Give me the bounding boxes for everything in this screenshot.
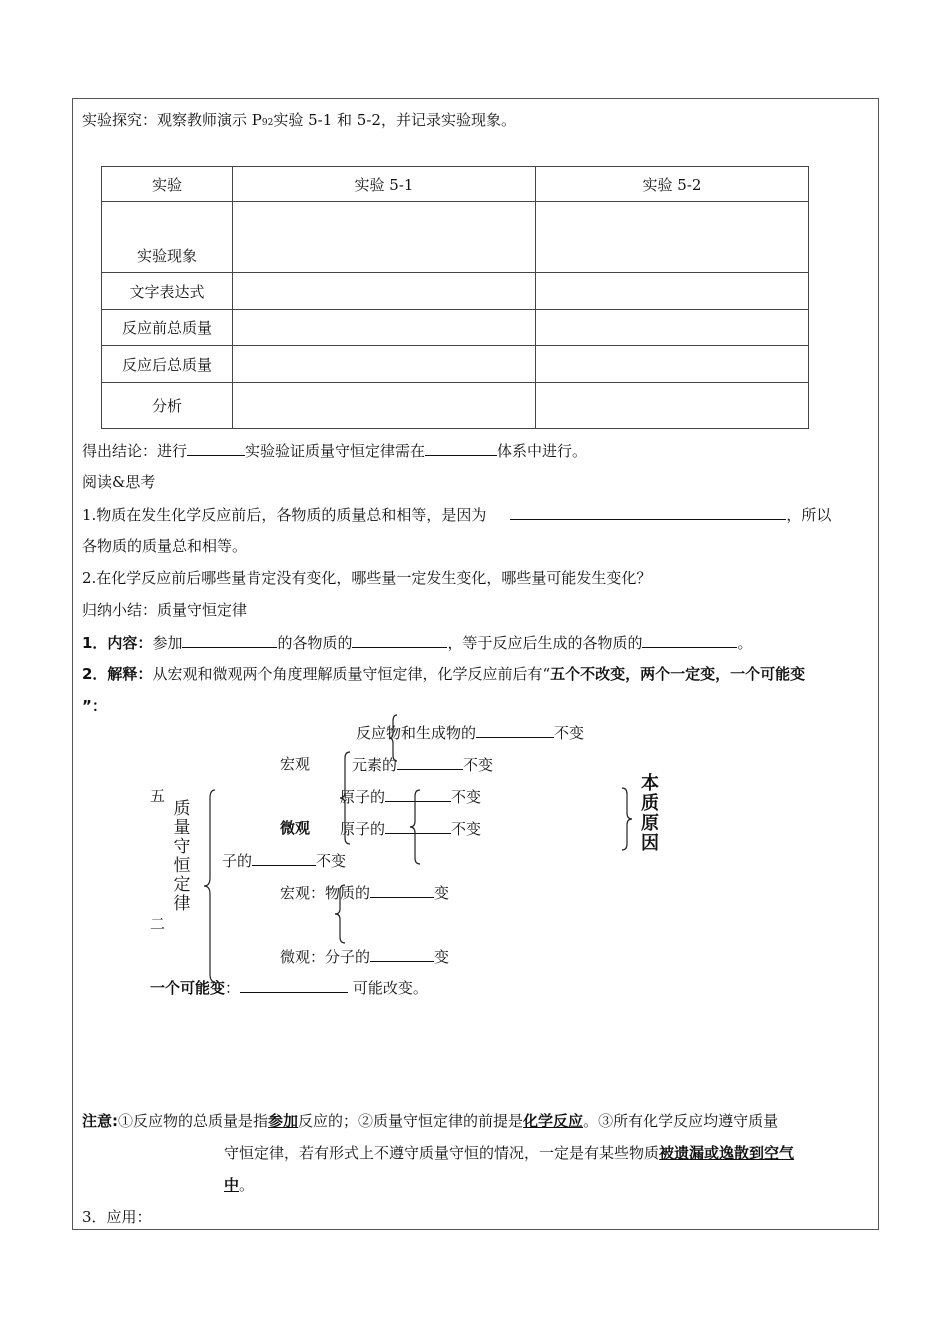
diagram-law-label: 质量守恒定律 [173, 799, 191, 914]
diagram-item: 原子的 不变 [340, 820, 482, 838]
table-header: 实验 5-1 [233, 167, 536, 202]
question-1: 1.物质在发生化学反应前后，各物质的质量总和相等，是因为 ，所以 [82, 506, 832, 524]
explain-line: 2．解释：从宏观和微观两个角度理解质量守恒定律，化学反应前后有“五个不改变，两个一定变，一个可能变 [82, 665, 806, 683]
row-label: 反应前总质量 [102, 310, 233, 346]
question-1-cont: 各物质的质量总和相等。 [82, 537, 248, 555]
diagram-item: 宏观：物质的 变 [280, 884, 450, 902]
note-line-2: 守恒定律，若有形式上不遵守质量守恒的情况，一定是有某些物质被遗漏或逸散到空气 [224, 1144, 795, 1162]
table-header: 实验 5-2 [536, 167, 809, 202]
diagram-macro: 宏观 [280, 755, 311, 773]
diagram-item: 子的 不变 [222, 852, 347, 870]
diagram-item: 元素的 不变 [352, 756, 494, 774]
row-label: 反应后总质量 [102, 346, 233, 383]
conclusion: 得出结论：进行 实验验证质量守恒定律需在 体系中进行。 [82, 442, 588, 460]
diagram-item: 原子的 不变 [340, 788, 482, 806]
diagram-one: 一个可能变： 可能改变。 [150, 979, 428, 997]
row-label: 文字表达式 [102, 273, 233, 310]
row-label: 实验现象 [102, 202, 233, 273]
diagram-two: 二 [150, 915, 166, 933]
diagram-item: 反应物和生成物的 不变 [356, 724, 585, 742]
diagram-micro: 微观 [280, 819, 311, 837]
intro-text: 实验探究：观察教师演示 P92实验 5-1 和 5-2，并记录实验现象。 [82, 111, 516, 129]
row-label: 分析 [102, 383, 233, 429]
summary-title: 归纳小结：质量守恒定律 [82, 601, 248, 619]
read-title: 阅读&思考 [82, 473, 156, 491]
content-line: 1．内容：参加 的各物质的 ，等于反应后生成的各物质的 。 [82, 634, 753, 652]
apply-heading: 3．应用： [82, 1208, 152, 1226]
diagram-five: 五 [150, 787, 166, 805]
diagram-item: 微观：分子的 变 [280, 948, 450, 966]
note-line-3: 中。 [224, 1176, 255, 1194]
question-2: 2.在化学反应前后哪些量肯定没有变化，哪些量一定发生变化，哪些量可能发生变化？ [82, 569, 652, 587]
note-line-1: 注意:①反应物的总质量是指参加反应的；②质量守恒定律的前提是化学反应。③所有化学反应均遵守质量 [82, 1112, 779, 1130]
table-header: 实验 [102, 167, 233, 202]
diagram-essence-label: 本质原因 [641, 773, 659, 854]
explain-end: ”： [82, 697, 107, 715]
